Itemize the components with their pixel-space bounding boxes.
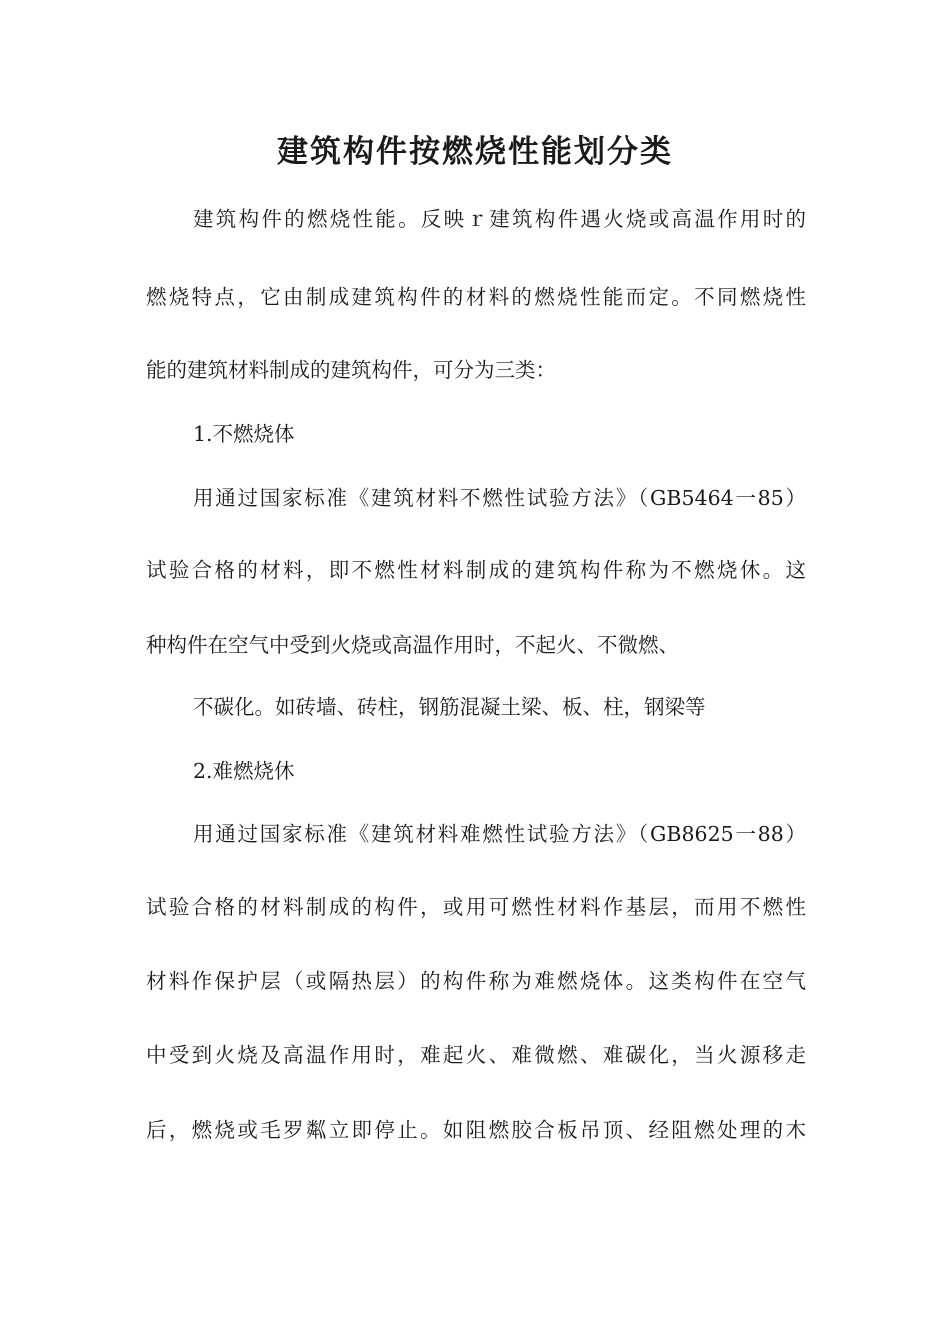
paragraph-line: 不碳化。如砖墙、砖柱，钢筋混凝土梁、板、柱，钢梁等 — [193, 695, 706, 719]
paragraph-line: 试验合格的材料制成的构件，或用可燃性材料作基层，而用不燃性 — [146, 895, 806, 919]
section-heading: 1.不燃烧体 — [193, 422, 295, 446]
document-title: 建筑构件按燃烧性能划分类 — [277, 134, 673, 170]
paragraph-line: 能的建筑材料制成的建筑构件，可分为三类： — [146, 358, 556, 382]
paragraph-line: 种构件在空气中受到火烧或高温作用时，不起火、不微燃、 — [146, 633, 679, 657]
paragraph-line: 试验合格的材料，即不燃性材料制成的建筑构件称为不燃烧休。这 — [146, 558, 806, 582]
paragraph-line: 中受到火烧及高温作用时，难起火、难微燃、难碳化，当火源移走 — [146, 1043, 806, 1067]
paragraph-line: 后，燃烧或毛罗粼立即停止。如阻燃胶合板吊顶、经阻燃处理的木 — [146, 1118, 806, 1142]
section-heading: 2.难燃烧休 — [193, 759, 295, 783]
paragraph-line: 建筑构件的燃烧性能。反映ｒ建筑构件遇火烧或高温作用时的 — [193, 207, 806, 231]
paragraph-line: 燃烧特点，它由制成建筑构件的材料的燃烧性能而定。不同燃烧性 — [146, 285, 806, 309]
paragraph-line: 用通过国家标准《建筑材料难燃性试验方法》（GB8625一88） — [193, 822, 806, 846]
paragraph-line: 用通过国家标准《建筑材料不燃性试验方法》（GB5464一85） — [193, 486, 806, 510]
paragraph-line: 材料作保护层（或隔热层）的构件称为难燃烧体。这类构件在空气 — [146, 969, 806, 993]
